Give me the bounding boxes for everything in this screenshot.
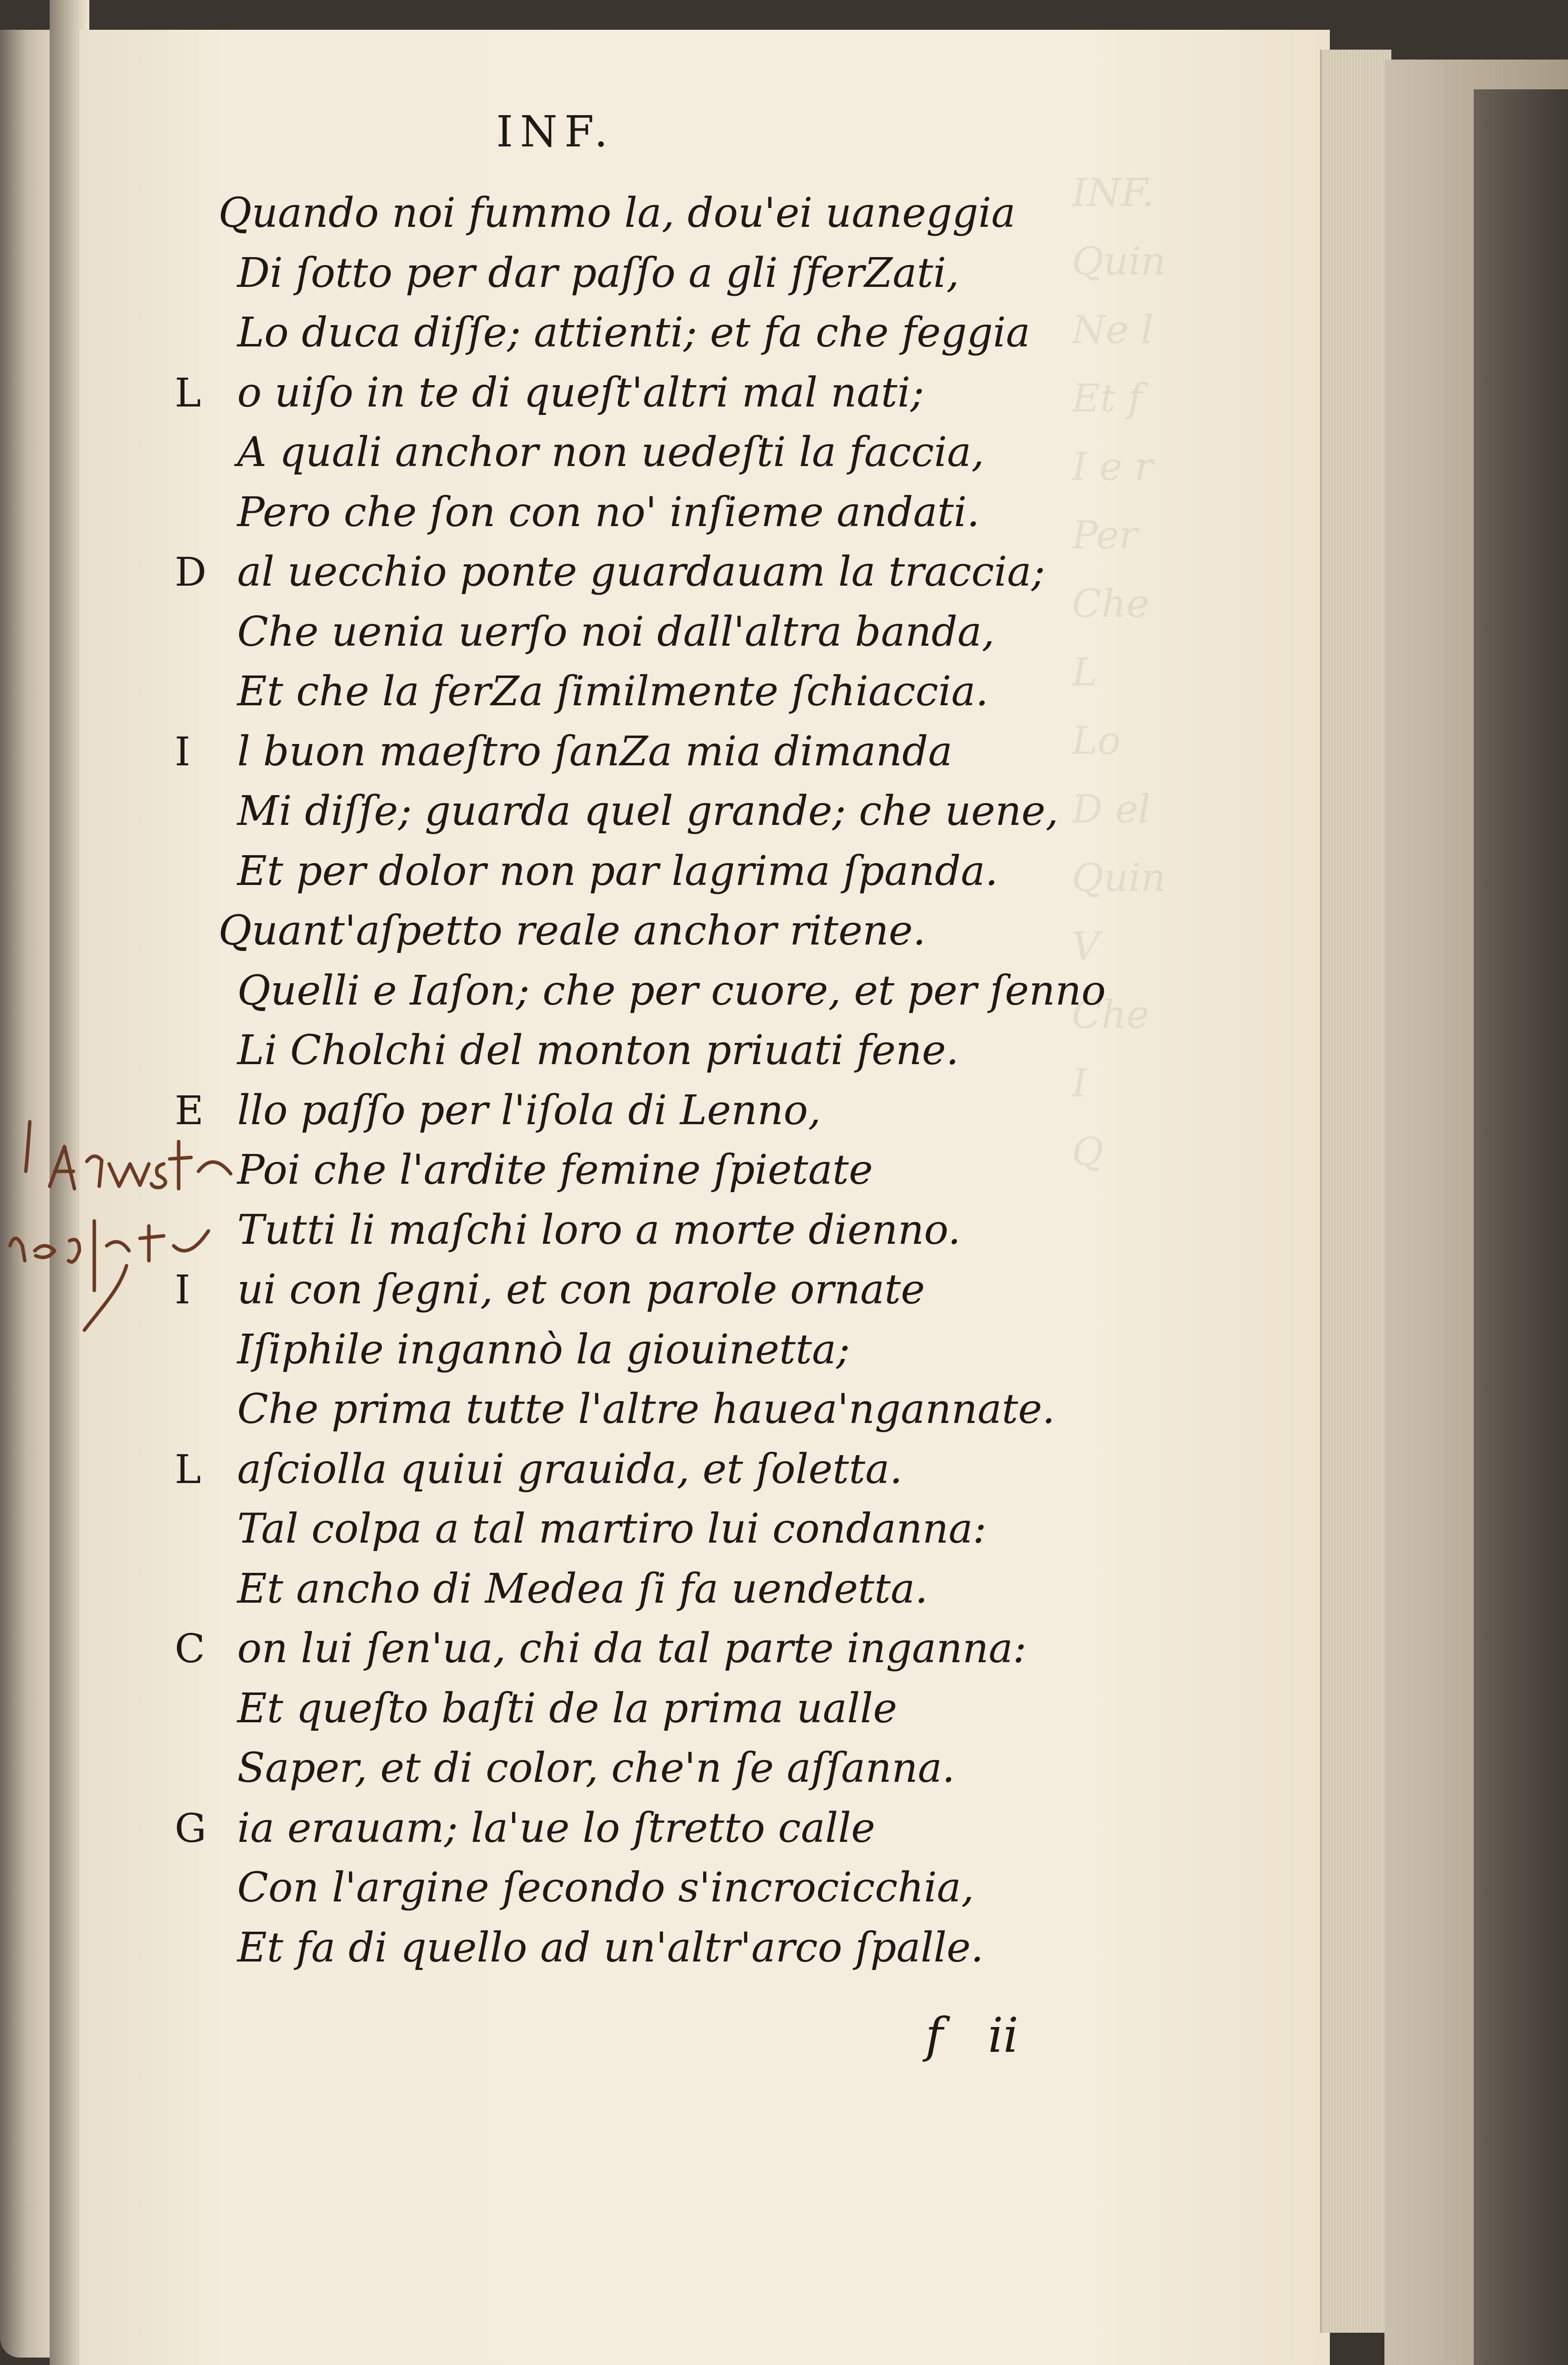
verse-initial: D bbox=[175, 549, 207, 595]
verse-initial: L bbox=[175, 369, 201, 416]
verse-line: al uecchio ponte guardauam la traccia; bbox=[237, 548, 1045, 596]
verse-line: Et queſto baſti de la prima ualle bbox=[237, 1685, 897, 1732]
verse-line: Poi che l'ardite femine ſpietate bbox=[237, 1147, 873, 1194]
cover-shadow bbox=[1474, 89, 1568, 2365]
verse-line: Iſiphile ingannò la giouinetta; bbox=[237, 1326, 850, 1373]
verse-line: A quali anchor non uedeſti la faccia, bbox=[237, 429, 984, 476]
verse-initial: L bbox=[175, 1446, 201, 1492]
verse-line: Mi diſſe; guarda quel grande; che uene, bbox=[237, 788, 1059, 835]
verse-line: Et che la ferZa ſimilmente ſchiaccia. bbox=[237, 668, 989, 715]
verse-line: Et fa di quello ad un'altr'arco ſpalle. bbox=[237, 1924, 984, 1971]
verse-line: Quant'aſpetto reale anchor ritene. bbox=[218, 907, 926, 954]
verse-initial: I bbox=[175, 1267, 191, 1313]
verse-line: Tal colpa a tal martiro lui condanna: bbox=[237, 1505, 987, 1553]
verse-line: Che prima tutte l'altre haueа'ngannate. bbox=[237, 1386, 1055, 1433]
verse-initial: I bbox=[175, 728, 191, 775]
verse-initial: G bbox=[175, 1805, 206, 1851]
signature-mark: f ii bbox=[925, 2008, 1019, 2063]
verse-line: Pero che ſon con no' inſieme andati. bbox=[237, 488, 980, 536]
verse-line: Di ſotto per dar paſſo a gli ſferZati, bbox=[237, 249, 960, 297]
page-edges bbox=[1320, 50, 1391, 2333]
verse-line: Lo duca diſſe; attienti; et fa che feggia bbox=[237, 309, 1031, 356]
verse-initial: C bbox=[175, 1625, 205, 1672]
verse-line: o uiſo in te di queſt'altri mal nati; bbox=[237, 369, 924, 416]
verse-line: Tutti li maſchi loro a morte dienno. bbox=[237, 1206, 961, 1254]
verse-line: llo paſſo per l'iſola di Lenno, bbox=[237, 1086, 821, 1134]
marginalia-ink bbox=[0, 1102, 258, 1360]
verse-initial: E bbox=[175, 1087, 204, 1134]
running-head: INF. bbox=[496, 107, 615, 157]
verse-line: Saper, et di color, che'n ſe aſſanna. bbox=[237, 1745, 955, 1792]
verse-line: ui con ſegni, et con parole ornate bbox=[237, 1266, 925, 1313]
verse-line: Quelli e Iaſon; che per cuore, et per ſenno bbox=[237, 967, 1106, 1014]
verse-line: l buon maeſtro ſanZa mia dimanda bbox=[237, 728, 953, 775]
verse-line: on lui ſen'ua, chi da tal parte inganna: bbox=[237, 1625, 1027, 1672]
handwritten-marginalia bbox=[0, 1102, 258, 1360]
verse-line: ia erauam; la'ue lo ſtretto calle bbox=[237, 1804, 875, 1852]
verse-line: Li Cholchi del monton priuati fene. bbox=[237, 1027, 959, 1074]
verse-line: Et per dolor non par lagrima ſpanda. bbox=[237, 847, 998, 895]
verse-line: aſciolla quiui grauida, et ſoletta. bbox=[237, 1445, 903, 1493]
show-through-text: INF. Quin Ne l Et f I e r Per Che L Lo D el Quin V Che I Q bbox=[1072, 171, 1166, 1174]
verse-line: Quando noi fummo la, dou'ei uaneggia bbox=[218, 190, 1016, 237]
verse-line: Et ancho di Medea ſi fa uendetta. bbox=[237, 1565, 928, 1613]
verse-line: Che uenia uerſo noi dall'altra banda, bbox=[237, 608, 995, 656]
verse-line: Con l'argine ſecondo s'incrocicchia, bbox=[237, 1864, 975, 1911]
